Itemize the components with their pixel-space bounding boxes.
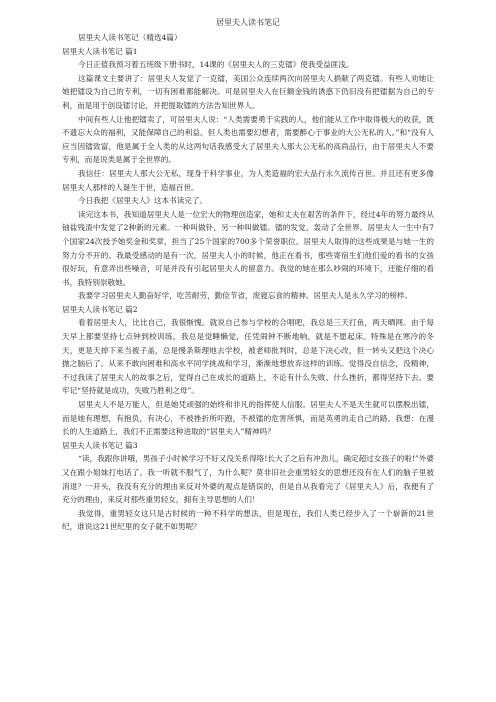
- paragraph: 今日正值我预习着五班级下册书时，14课的《居里夫人的三克镭》使我受益匪浅。: [78, 60, 354, 70]
- subtitle: 居里夫人读书笔记（精选4篇）: [78, 33, 182, 42]
- paragraph: 读完这本书，我知道居里夫人是一位宏大的物理创造家，她和丈夫在艰苦的条件下，经过4年的努力最终从铀盐残渣中发觉了2种新的元素。一种叫做钋，另一种叫做镭。镭的发觉，轰动了全世界。居里夫人一生中有7个国家24次授予她奖金和奖章，担当了25个国家的700多个荣誉职位。居里夫人取得的这些成果是与她一生的努力分不开的。我最受感动的是有一次，居里夫人小的时候，他正在看书，那些寄宿生们他们爱的看书的女孩很好玩，有意弄出些噪音，可是并没有引起居里夫人的留意力。我觉的她在那么吵闹的环境下，还能仔细的看书，我特别崇敬她。: [62, 209, 434, 287]
- paragraph: 我觉得，重男轻女这只是古时候的一种不科学的想法，但是现在，我们人类已经步入了一个崭新的21世纪，谁说这21世纪里的女子就不如男呢？: [62, 508, 434, 532]
- section-heading-2: 居里夫人读书笔记 篇2: [62, 304, 138, 314]
- paragraph: 居里夫人不是万能人，但是她凭顽强的始终和非凡的指挥使人信服。居里夫人不是天生就可以摆脱出镭，而是她有理想，有抱负，有决心，不被挫折所吓跑，不被镭的危害所惧，而是英勇的走自己的路。我想：在漫长的人生道路上，我们不正需要这种进取的“居里夫人”精神吗？: [62, 400, 434, 437]
- section-heading-3: 居里夫人读书笔记 篇3: [62, 440, 138, 450]
- section-heading-1: 居里夫人读书笔记 篇1: [62, 46, 138, 56]
- paragraph: 我要学习居里夫人勤奋好学，吃苦耐劳，勤俭节省，废寝忘食的精神。居里夫人是永久学习的榜样。: [78, 291, 413, 301]
- paragraph: 这篇课文主要讲了：居里夫人发觉了一克镭，美国公众连续两次向居里夫人捐献了两克镭。有些人劝她让她把镭设为自己的专利，一切有困难都能解决。可是居里夫人在巨额金钱的诱惑下仍旧没有把镭据为自己的专利，而是用于创设镭讨论，并把提取镭的方法告知世界人。: [62, 73, 434, 110]
- paragraph: 我信任：居里夫人那大公无私，现身于科学事业，为人类造福的宏大品行永久流传百世。并且还有更多像居里夫人那样的人诞生于世，造福百世。: [62, 168, 434, 192]
- paragraph: 今日我把《居里夫人》这本书读完了。: [78, 196, 208, 206]
- paragraph: 中间有些人让他把镭卖了，可居里夫人说：“人类需要勇于实践的人，他们能从工作中取得极大的收获，既不遗忘大众的福利，又能保障自己的利益。但人类也需要幻想者，需要醉心于事业的大公无私的人。”和“没有人应当因镭致富，他是属于全人类的从这两句话我感受大了居里夫人那大公无私的高尚品行，由于居里夫人不要专利，而是说类是属于全世界的。: [62, 114, 434, 165]
- paragraph: 看着居里夫人，比比自己，我很惭愧。就说自己参与学校的合唱吧，我总是三天打鱼，两天晒网。由于每天早上都要坚持七点钟到校训练，我总是觉睡懒觉，任凭闹钟不断地响，就是不愿起床。特殊是在寒冷的冬天，更是天掉下来当被子盖，总是慢条斯理地去学校，被老师批判时，总是下决心改，但一转头又把这个决心抛之脑后了。从来不敢向困难和高水平同学挑战和学习，渐渐地想放弃这样的训练。觉得没自信念，没精神，不过我读了居里夫人的故事之后，觉得自己在成长的道路上，不论有什么失败、什么挫折，都得坚持下去。要牢记“坚持就是成功，失败乃胜利之母”。: [62, 318, 434, 396]
- document-title: 居里夫人读书笔记: [216, 18, 280, 27]
- paragraph: “读，我跟你讲哦，男孩子小时候学习不好又没关系得咯!长大了之后有冲劲儿，确定超过女孩子的啦!”外婆又在跟小姐妹打电话了。我一听就不服气了，为什么呢？莫非旧社会重男轻女的思想还没有在人们的脑子里被消退？一开头，我没有充分的理由来反对外婆的观点是错误的，但是自从我看完了《居里夫人》后，我便有了充分的理由，来反对那些重男轻女，拥有主导思想的人们！: [62, 454, 434, 505]
